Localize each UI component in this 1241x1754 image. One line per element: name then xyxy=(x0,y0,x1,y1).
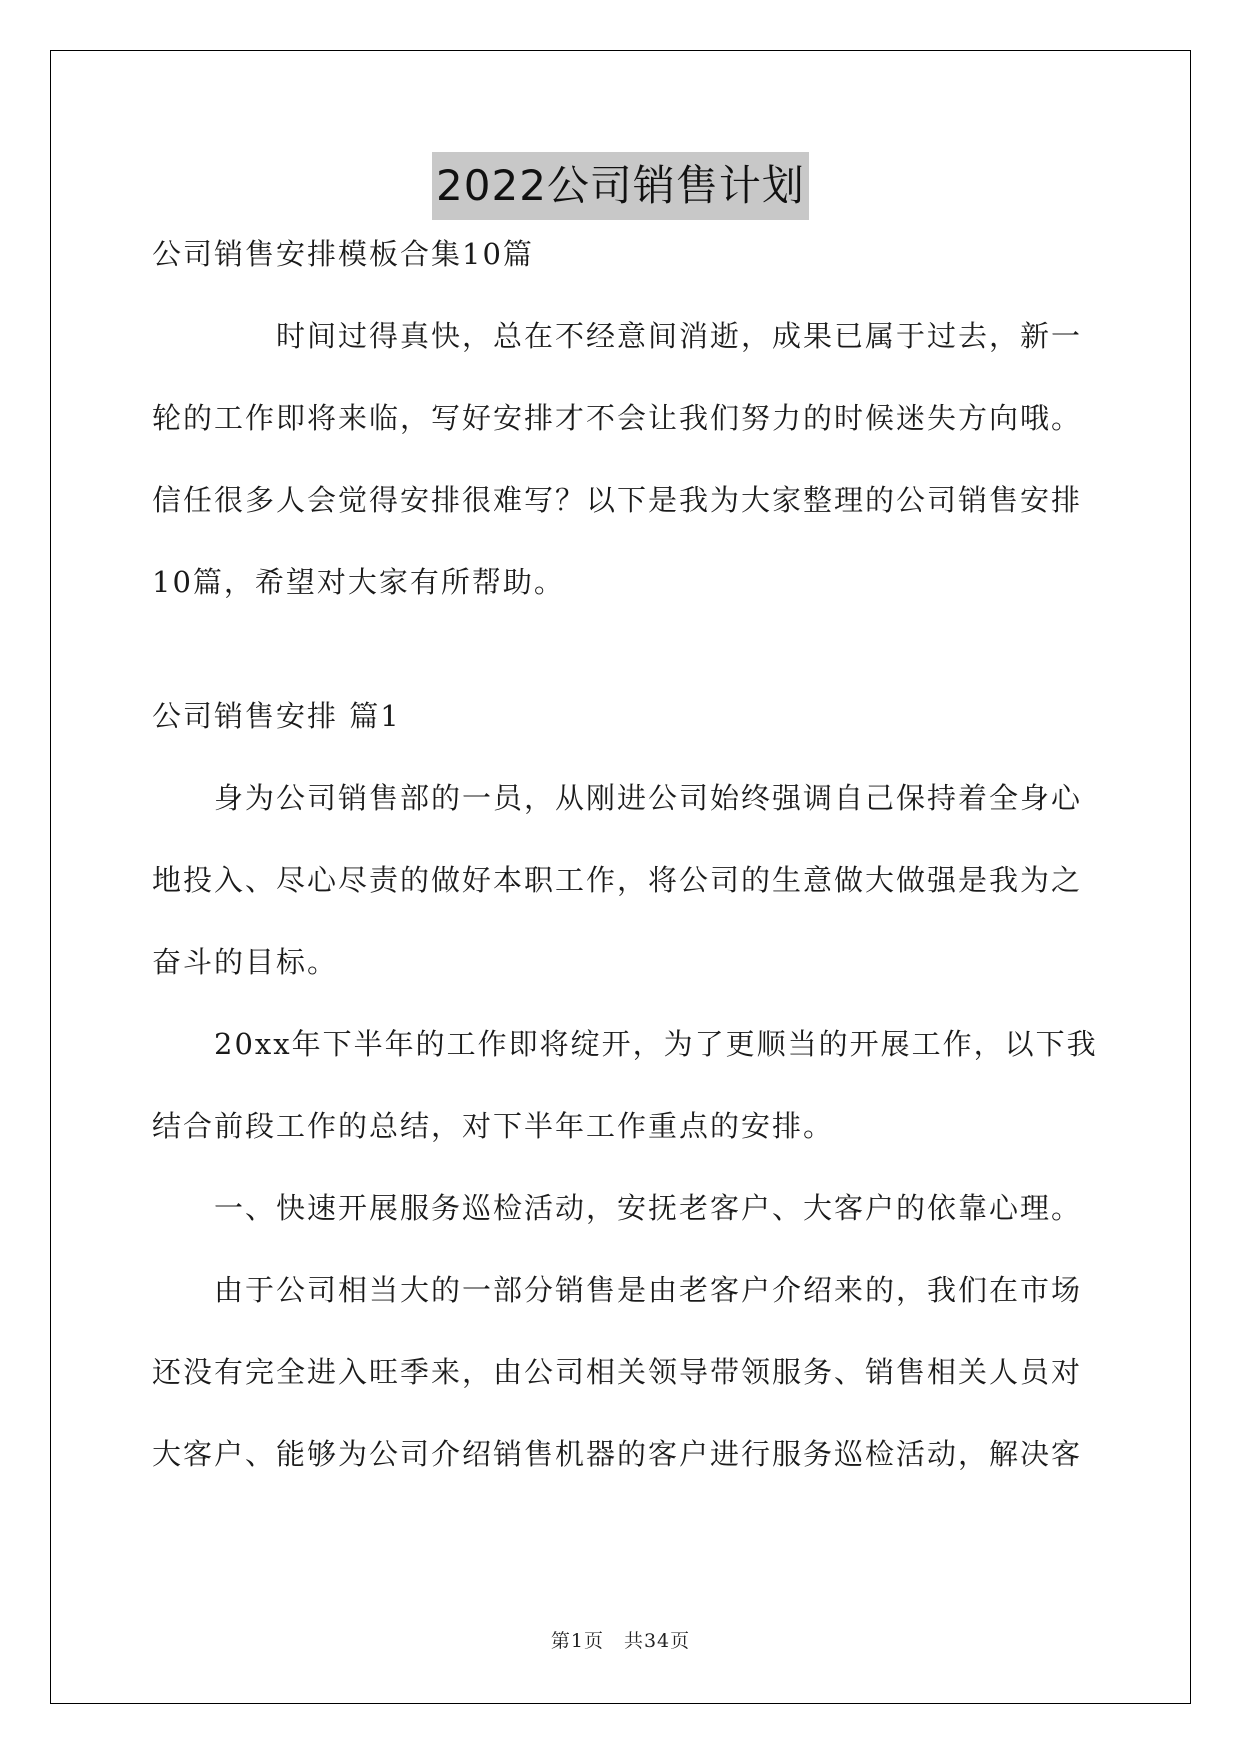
paragraph-line: 10篇，希望对大家有所帮助。 xyxy=(152,565,565,599)
paragraph-line: 轮的工作即将来临，写好安排才不会让我们努力的时候迷失方向哦。 xyxy=(152,401,1083,435)
paragraph-line: 奋斗的目标。 xyxy=(152,945,339,979)
paragraph-line: 时间过得真快，总在不经意间消逝，成果已属于过去，新一 xyxy=(276,319,1083,353)
title-container xyxy=(0,152,1241,220)
paragraph-line: 大客户、能够为公司介绍销售机器的客户进行服务巡检活动，解决客 xyxy=(152,1437,1083,1471)
paragraph-line: 地投入、尽心尽责的做好本职工作，将公司的生意做大做强是我为之 xyxy=(152,863,1083,897)
subtitle-line: 公司销售安排模板合集10篇 xyxy=(152,237,534,271)
page-footer: 第1页 共34页 xyxy=(550,1630,691,1652)
paragraph-line: 一、快速开展服务巡检活动，安抚老客户、大客户的依靠心理。 xyxy=(214,1191,1083,1225)
paragraph-line: 由于公司相当大的一部分销售是由老客户介绍来的，我们在市场 xyxy=(214,1273,1083,1307)
paragraph-line: 身为公司销售部的一员，从刚进公司始终强调自己保持着全身心 xyxy=(214,781,1083,815)
paragraph-line: 20xx年下半年的工作即将绽开，为了更顺当的开展工作，以下我 xyxy=(214,1027,1098,1061)
paragraph-line: 还没有完全进入旺季来，由公司相关领导带领服务、销售相关人员对 xyxy=(152,1355,1083,1389)
document-title: 2022公司销售计划 xyxy=(432,152,809,220)
paragraph-line: 信任很多人会觉得安排很难写？以下是我为大家整理的公司销售安排 xyxy=(152,483,1083,517)
section-heading: 公司销售安排 篇1 xyxy=(152,699,401,733)
paragraph-line: 结合前段工作的总结，对下半年工作重点的安排。 xyxy=(152,1109,835,1143)
